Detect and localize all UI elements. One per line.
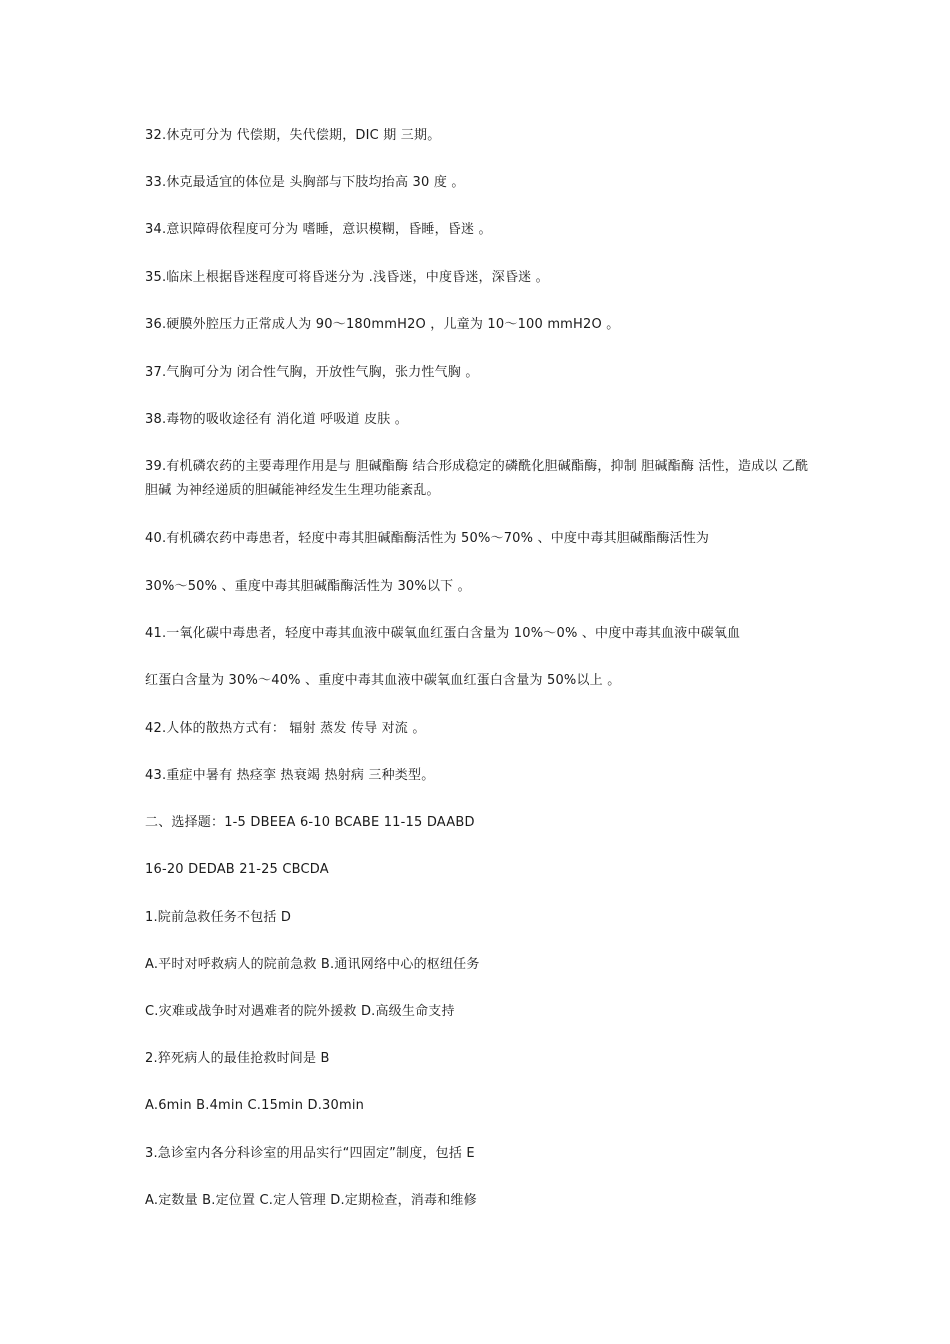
text-line-43: 43.重症中暑有 热痉挛 热衰竭 热射病 三种类型。 xyxy=(145,768,435,783)
question-3-options: A.定数量 B.定位置 C.定人管理 D.定期检查，消毒和维修 xyxy=(145,1193,477,1208)
text-line-36: 36.硬膜外腔压力正常成人为 90～180mmH2O ，儿童为 10～100 mmH2O 。 xyxy=(145,317,620,332)
text-line-32: 32.休克可分为 代偿期，失代偿期，DIC 期 三期。 xyxy=(145,128,441,143)
question-1: 1.院前急救任务不包括 D xyxy=(145,910,292,925)
question-1-options-ab: A.平时对呼救病人的院前急救 B.通讯网络中心的枢纽任务 xyxy=(145,957,480,972)
question-2-options: A.6min B.4min C.15min D.30min xyxy=(145,1098,365,1113)
answer-key-line: 16-20 DEDAB 21-25 CBCDA xyxy=(145,862,329,877)
text-line-33: 33.休克最适宜的体位是 头胸部与下肢均抬高 30 度 。 xyxy=(145,175,465,190)
text-line-41a: 41.一氧化碳中毒患者，轻度中毒其血液中碳氧血红蛋白含量为 10%～0% 、中度中毒其血液中碳氧血 xyxy=(145,626,741,641)
text-line-38: 38.毒物的吸收途径有 消化道 呼吸道 皮肤 。 xyxy=(145,412,409,427)
text-line-35: 35.临床上根据昏迷程度可将昏迷分为 .浅昏迷，中度昏迷，深昏迷 。 xyxy=(145,270,549,285)
question-3: 3.急诊室内各分科诊室的用品实行“四固定”制度，包括 E xyxy=(145,1146,475,1161)
text-line-40a: 40.有机磷农药中毒患者，轻度中毒其胆碱酯酶活性为 50%～70% 、中度中毒其胆碱酯酶活性为 xyxy=(145,531,710,546)
question-1-options-cd: C.灾难或战争时对遇难者的院外援救 D.高级生命支持 xyxy=(145,1004,455,1019)
section-heading-choice: 二、选择题：1-5 DBEEA 6-10 BCABE 11-15 DAABD xyxy=(145,815,475,830)
text-line-40b: 30%～50% 、重度中毒其胆碱酯酶活性为 30%以下 。 xyxy=(145,579,471,594)
text-line-34: 34.意识障碍依程度可分为 嗜睡，意识模糊，昏睡，昏迷 。 xyxy=(145,222,492,237)
text-line-37: 37.气胸可分为 闭合性气胸，开放性气胸，张力性气胸 。 xyxy=(145,365,479,380)
text-line-41b: 红蛋白含量为 30%～40% 、重度中毒其血液中碳氧血红蛋白含量为 50%以上 。 xyxy=(145,673,621,688)
question-2: 2.猝死病人的最佳抢救时间是 B xyxy=(145,1051,330,1066)
text-line-42: 42.人体的散热方式有： 辐射 蒸发 传导 对流 。 xyxy=(145,721,426,736)
text-line-39: 39.有机磷农药的主要毒理作用是与 胆碱酯酶 结合形成稳定的磷酰化胆碱酯酶，抑制 胆碱酯酶 活性，造成以 乙酰胆碱 为神经递质的胆碱能神经发生生理功能紊乱。 xyxy=(145,459,809,498)
